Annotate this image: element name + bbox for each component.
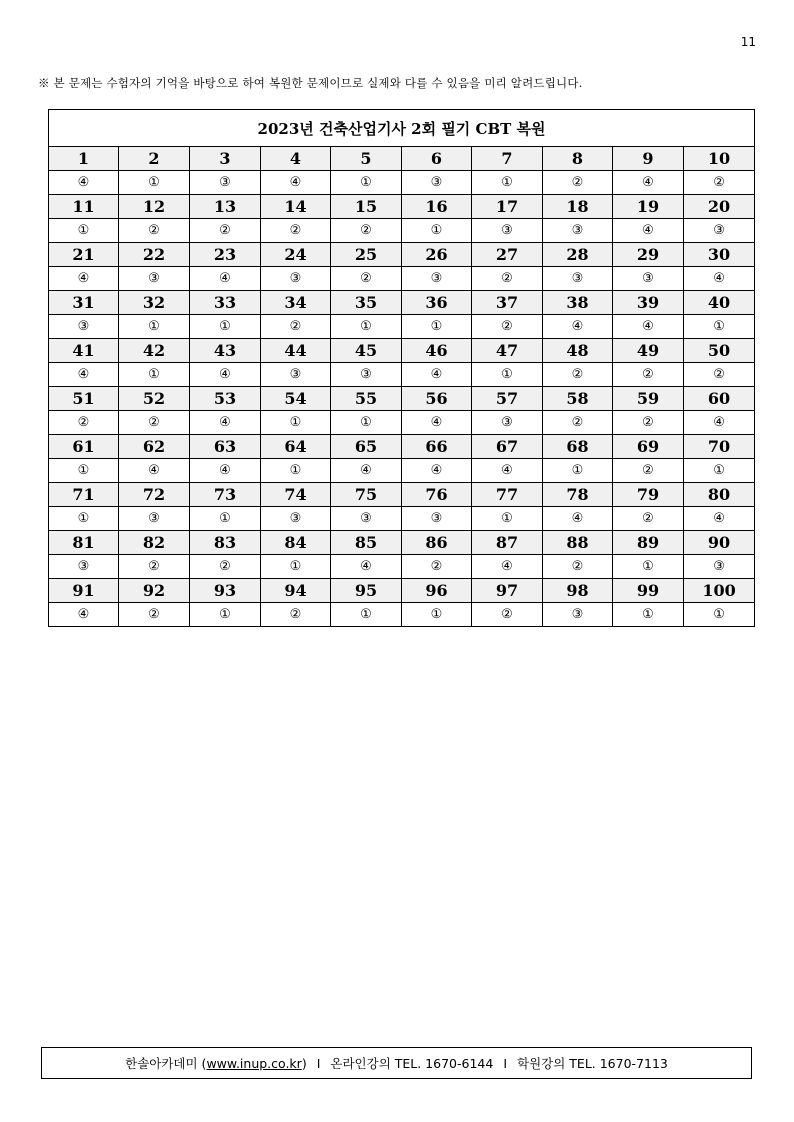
answer-cell: ④ bbox=[684, 267, 755, 291]
question-number-cell: 60 bbox=[684, 387, 755, 411]
answer-cell: ④ bbox=[190, 411, 261, 435]
question-number-cell: 87 bbox=[472, 531, 543, 555]
answer-cell: ① bbox=[472, 363, 543, 387]
answer-row bbox=[49, 411, 755, 435]
answer-cell: ② bbox=[119, 603, 190, 627]
answer-cell: ③ bbox=[543, 219, 613, 243]
question-number-cell: 43 bbox=[190, 339, 261, 363]
question-number-cell: 63 bbox=[190, 435, 261, 459]
question-number-row bbox=[49, 147, 755, 171]
answer-cell: ④ bbox=[402, 459, 472, 483]
question-number-cell: 26 bbox=[402, 243, 472, 267]
answer-cell: ③ bbox=[402, 171, 472, 195]
question-number-cell: 94 bbox=[261, 579, 331, 603]
footer-separator: I bbox=[503, 1055, 508, 1071]
question-number-cell: 98 bbox=[543, 579, 613, 603]
question-number-cell: 66 bbox=[402, 435, 472, 459]
question-number-cell: 20 bbox=[684, 195, 755, 219]
question-number-cell: 22 bbox=[119, 243, 190, 267]
notice-text: ※ 본 문제는 수험자의 기억을 바탕으로 하여 복원한 문제이므로 실제와 다를 수 있음을 미리 알려드립니다. bbox=[38, 76, 583, 90]
answer-cell: ① bbox=[261, 555, 331, 579]
answer-cell: ③ bbox=[402, 267, 472, 291]
answer-cell: ② bbox=[190, 555, 261, 579]
answer-row bbox=[49, 459, 755, 483]
answer-cell: ③ bbox=[119, 267, 190, 291]
question-number-cell: 80 bbox=[684, 483, 755, 507]
answer-cell: ① bbox=[190, 603, 261, 627]
question-number-cell: 95 bbox=[331, 579, 402, 603]
answer-cell: ② bbox=[49, 411, 119, 435]
answer-cell: ② bbox=[472, 603, 543, 627]
answer-row bbox=[49, 315, 755, 339]
question-number-cell: 51 bbox=[49, 387, 119, 411]
answer-cell: ① bbox=[684, 315, 755, 339]
answer-cell: ① bbox=[119, 315, 190, 339]
question-number-cell: 76 bbox=[402, 483, 472, 507]
answer-cell: ① bbox=[261, 459, 331, 483]
answer-cell: ① bbox=[402, 603, 472, 627]
question-number-cell: 84 bbox=[261, 531, 331, 555]
answer-cell: ② bbox=[613, 507, 684, 531]
question-number-cell: 56 bbox=[402, 387, 472, 411]
question-number-cell: 27 bbox=[472, 243, 543, 267]
answer-cell: ③ bbox=[472, 219, 543, 243]
question-number-cell: 54 bbox=[261, 387, 331, 411]
answer-cell: ③ bbox=[331, 363, 402, 387]
answer-cell: ② bbox=[613, 411, 684, 435]
answer-cell: ④ bbox=[684, 507, 755, 531]
question-number-cell: 2 bbox=[119, 147, 190, 171]
answer-cell: ④ bbox=[190, 459, 261, 483]
answer-row bbox=[49, 171, 755, 195]
answer-cell: ① bbox=[261, 411, 331, 435]
footer-separator: I bbox=[316, 1055, 321, 1071]
question-number-cell: 85 bbox=[331, 531, 402, 555]
answer-cell: ④ bbox=[49, 603, 119, 627]
answer-cell: ③ bbox=[49, 555, 119, 579]
answer-cell: ① bbox=[190, 315, 261, 339]
answer-cell: ① bbox=[49, 219, 119, 243]
question-number-cell: 72 bbox=[119, 483, 190, 507]
answer-cell: ④ bbox=[331, 555, 402, 579]
answer-cell: ① bbox=[190, 507, 261, 531]
question-number-cell: 1 bbox=[49, 147, 119, 171]
question-number-cell: 18 bbox=[543, 195, 613, 219]
question-number-cell: 29 bbox=[613, 243, 684, 267]
answer-cell: ② bbox=[331, 267, 402, 291]
footer-org-close: ) bbox=[301, 1055, 307, 1071]
answer-cell: ③ bbox=[402, 507, 472, 531]
answer-cell: ② bbox=[331, 219, 402, 243]
question-number-cell: 24 bbox=[261, 243, 331, 267]
question-number-cell: 8 bbox=[543, 147, 613, 171]
answer-cell: ③ bbox=[684, 555, 755, 579]
question-number-cell: 91 bbox=[49, 579, 119, 603]
answer-cell: ③ bbox=[261, 267, 331, 291]
question-number-cell: 64 bbox=[261, 435, 331, 459]
question-number-cell: 35 bbox=[331, 291, 402, 315]
answer-row bbox=[49, 603, 755, 627]
question-number-cell: 70 bbox=[684, 435, 755, 459]
answer-cell: ① bbox=[331, 171, 402, 195]
question-number-cell: 5 bbox=[331, 147, 402, 171]
answer-cell: ② bbox=[613, 363, 684, 387]
answer-cell: ① bbox=[331, 315, 402, 339]
question-number-cell: 71 bbox=[49, 483, 119, 507]
question-number-cell: 83 bbox=[190, 531, 261, 555]
table-title: 2023년 건축산업기사 2회 필기 CBT 복원 bbox=[49, 110, 755, 147]
answer-cell: ③ bbox=[119, 507, 190, 531]
answer-cell: ④ bbox=[49, 171, 119, 195]
answer-cell: ④ bbox=[49, 363, 119, 387]
answer-cell: ④ bbox=[613, 171, 684, 195]
question-number-cell: 74 bbox=[261, 483, 331, 507]
question-number-cell: 48 bbox=[543, 339, 613, 363]
answer-cell: ③ bbox=[190, 171, 261, 195]
question-number-cell: 40 bbox=[684, 291, 755, 315]
question-number-cell: 23 bbox=[190, 243, 261, 267]
question-number-cell: 67 bbox=[472, 435, 543, 459]
question-number-cell: 42 bbox=[119, 339, 190, 363]
answer-cell: ③ bbox=[261, 507, 331, 531]
footer-org: 한솔아카데미 ( bbox=[125, 1056, 207, 1071]
answer-table-body bbox=[49, 147, 755, 627]
question-number-cell: 93 bbox=[190, 579, 261, 603]
question-number-cell: 41 bbox=[49, 339, 119, 363]
answer-cell: ① bbox=[119, 171, 190, 195]
question-number-cell: 21 bbox=[49, 243, 119, 267]
answer-cell: ② bbox=[261, 315, 331, 339]
answer-cell: ④ bbox=[331, 459, 402, 483]
question-number-cell: 61 bbox=[49, 435, 119, 459]
question-number-row bbox=[49, 387, 755, 411]
answer-cell: ① bbox=[49, 507, 119, 531]
question-number-cell: 15 bbox=[331, 195, 402, 219]
question-number-cell: 99 bbox=[613, 579, 684, 603]
answer-cell: ④ bbox=[472, 459, 543, 483]
answer-cell: ③ bbox=[543, 603, 613, 627]
answer-cell: ③ bbox=[49, 315, 119, 339]
question-number-row bbox=[49, 243, 755, 267]
footer-box bbox=[41, 1047, 752, 1079]
question-number-cell: 34 bbox=[261, 291, 331, 315]
answer-cell: ① bbox=[472, 171, 543, 195]
answer-cell: ② bbox=[684, 363, 755, 387]
question-number-cell: 96 bbox=[402, 579, 472, 603]
question-number-cell: 25 bbox=[331, 243, 402, 267]
question-number-cell: 89 bbox=[613, 531, 684, 555]
question-number-row bbox=[49, 579, 755, 603]
answer-cell: ① bbox=[119, 363, 190, 387]
answer-cell: ② bbox=[261, 603, 331, 627]
answer-row bbox=[49, 363, 755, 387]
answer-cell: ① bbox=[684, 459, 755, 483]
page-number: 11 bbox=[740, 35, 756, 49]
question-number-cell: 53 bbox=[190, 387, 261, 411]
question-number-row bbox=[49, 483, 755, 507]
question-number-row bbox=[49, 291, 755, 315]
question-number-cell: 75 bbox=[331, 483, 402, 507]
answer-cell: ① bbox=[331, 603, 402, 627]
answer-cell: ① bbox=[402, 315, 472, 339]
question-number-cell: 57 bbox=[472, 387, 543, 411]
question-number-cell: 73 bbox=[190, 483, 261, 507]
question-number-cell: 97 bbox=[472, 579, 543, 603]
answer-row bbox=[49, 507, 755, 531]
answer-cell: ③ bbox=[472, 411, 543, 435]
question-number-cell: 36 bbox=[402, 291, 472, 315]
question-number-cell: 19 bbox=[613, 195, 684, 219]
question-number-cell: 79 bbox=[613, 483, 684, 507]
question-number-cell: 6 bbox=[402, 147, 472, 171]
footer-online-phone: 온라인강의 TEL. 1670-6144 bbox=[330, 1056, 494, 1071]
question-number-cell: 32 bbox=[119, 291, 190, 315]
answer-cell: ③ bbox=[331, 507, 402, 531]
answer-cell: ④ bbox=[543, 507, 613, 531]
question-number-cell: 50 bbox=[684, 339, 755, 363]
answer-cell: ① bbox=[543, 459, 613, 483]
answer-cell: ④ bbox=[190, 267, 261, 291]
question-number-cell: 16 bbox=[402, 195, 472, 219]
question-number-cell: 44 bbox=[261, 339, 331, 363]
question-number-cell: 58 bbox=[543, 387, 613, 411]
answer-cell: ② bbox=[543, 555, 613, 579]
answer-cell: ④ bbox=[613, 219, 684, 243]
question-number-cell: 52 bbox=[119, 387, 190, 411]
answer-cell: ② bbox=[190, 219, 261, 243]
question-number-row bbox=[49, 435, 755, 459]
question-number-cell: 30 bbox=[684, 243, 755, 267]
answer-cell: ② bbox=[119, 219, 190, 243]
answer-cell: ① bbox=[472, 507, 543, 531]
answer-cell: ③ bbox=[684, 219, 755, 243]
answer-cell: ① bbox=[402, 219, 472, 243]
answer-cell: ④ bbox=[684, 411, 755, 435]
answer-cell: ② bbox=[472, 267, 543, 291]
question-number-cell: 77 bbox=[472, 483, 543, 507]
answer-cell: ② bbox=[472, 315, 543, 339]
answer-cell: ② bbox=[684, 171, 755, 195]
question-number-cell: 62 bbox=[119, 435, 190, 459]
answer-cell: ① bbox=[331, 411, 402, 435]
answer-cell: ④ bbox=[261, 171, 331, 195]
question-number-cell: 81 bbox=[49, 531, 119, 555]
question-number-cell: 100 bbox=[684, 579, 755, 603]
question-number-cell: 59 bbox=[613, 387, 684, 411]
question-number-cell: 90 bbox=[684, 531, 755, 555]
answer-cell: ④ bbox=[190, 363, 261, 387]
question-number-cell: 12 bbox=[119, 195, 190, 219]
answer-row bbox=[49, 555, 755, 579]
answer-cell: ① bbox=[684, 603, 755, 627]
question-number-cell: 13 bbox=[190, 195, 261, 219]
question-number-cell: 49 bbox=[613, 339, 684, 363]
answer-row bbox=[49, 267, 755, 291]
question-number-cell: 33 bbox=[190, 291, 261, 315]
question-number-cell: 45 bbox=[331, 339, 402, 363]
answer-cell: ④ bbox=[613, 315, 684, 339]
question-number-cell: 11 bbox=[49, 195, 119, 219]
question-number-cell: 3 bbox=[190, 147, 261, 171]
question-number-cell: 7 bbox=[472, 147, 543, 171]
answer-cell: ③ bbox=[613, 267, 684, 291]
answer-cell: ② bbox=[119, 411, 190, 435]
question-number-cell: 78 bbox=[543, 483, 613, 507]
answer-cell: ④ bbox=[49, 267, 119, 291]
question-number-cell: 31 bbox=[49, 291, 119, 315]
question-number-cell: 86 bbox=[402, 531, 472, 555]
question-number-row bbox=[49, 195, 755, 219]
answer-cell: ② bbox=[119, 555, 190, 579]
answer-cell: ① bbox=[613, 555, 684, 579]
answer-cell: ③ bbox=[543, 267, 613, 291]
question-number-cell: 82 bbox=[119, 531, 190, 555]
footer-website-link[interactable]: www.inup.co.kr bbox=[206, 1055, 302, 1071]
question-number-cell: 65 bbox=[331, 435, 402, 459]
question-number-cell: 28 bbox=[543, 243, 613, 267]
answer-cell: ④ bbox=[402, 363, 472, 387]
footer-academy-phone: 학원강의 TEL. 1670-7113 bbox=[517, 1056, 668, 1071]
question-number-cell: 14 bbox=[261, 195, 331, 219]
question-number-cell: 9 bbox=[613, 147, 684, 171]
question-number-cell: 46 bbox=[402, 339, 472, 363]
question-number-cell: 88 bbox=[543, 531, 613, 555]
question-number-cell: 69 bbox=[613, 435, 684, 459]
answer-table bbox=[48, 109, 755, 627]
question-number-cell: 55 bbox=[331, 387, 402, 411]
answer-cell: ④ bbox=[402, 411, 472, 435]
question-number-cell: 47 bbox=[472, 339, 543, 363]
answer-cell: ③ bbox=[261, 363, 331, 387]
question-number-cell: 4 bbox=[261, 147, 331, 171]
answer-row bbox=[49, 219, 755, 243]
question-number-cell: 39 bbox=[613, 291, 684, 315]
answer-cell: ④ bbox=[472, 555, 543, 579]
answer-cell: ② bbox=[543, 363, 613, 387]
answer-cell: ② bbox=[543, 171, 613, 195]
answer-cell: ① bbox=[613, 603, 684, 627]
answer-cell: ② bbox=[543, 411, 613, 435]
question-number-cell: 92 bbox=[119, 579, 190, 603]
question-number-row bbox=[49, 339, 755, 363]
question-number-cell: 68 bbox=[543, 435, 613, 459]
question-number-cell: 37 bbox=[472, 291, 543, 315]
answer-cell: ② bbox=[613, 459, 684, 483]
question-number-row bbox=[49, 531, 755, 555]
answer-cell: ① bbox=[49, 459, 119, 483]
answer-cell: ④ bbox=[119, 459, 190, 483]
question-number-cell: 10 bbox=[684, 147, 755, 171]
answer-cell: ② bbox=[402, 555, 472, 579]
question-number-cell: 17 bbox=[472, 195, 543, 219]
question-number-cell: 38 bbox=[543, 291, 613, 315]
answer-cell: ② bbox=[261, 219, 331, 243]
answer-cell: ④ bbox=[543, 315, 613, 339]
